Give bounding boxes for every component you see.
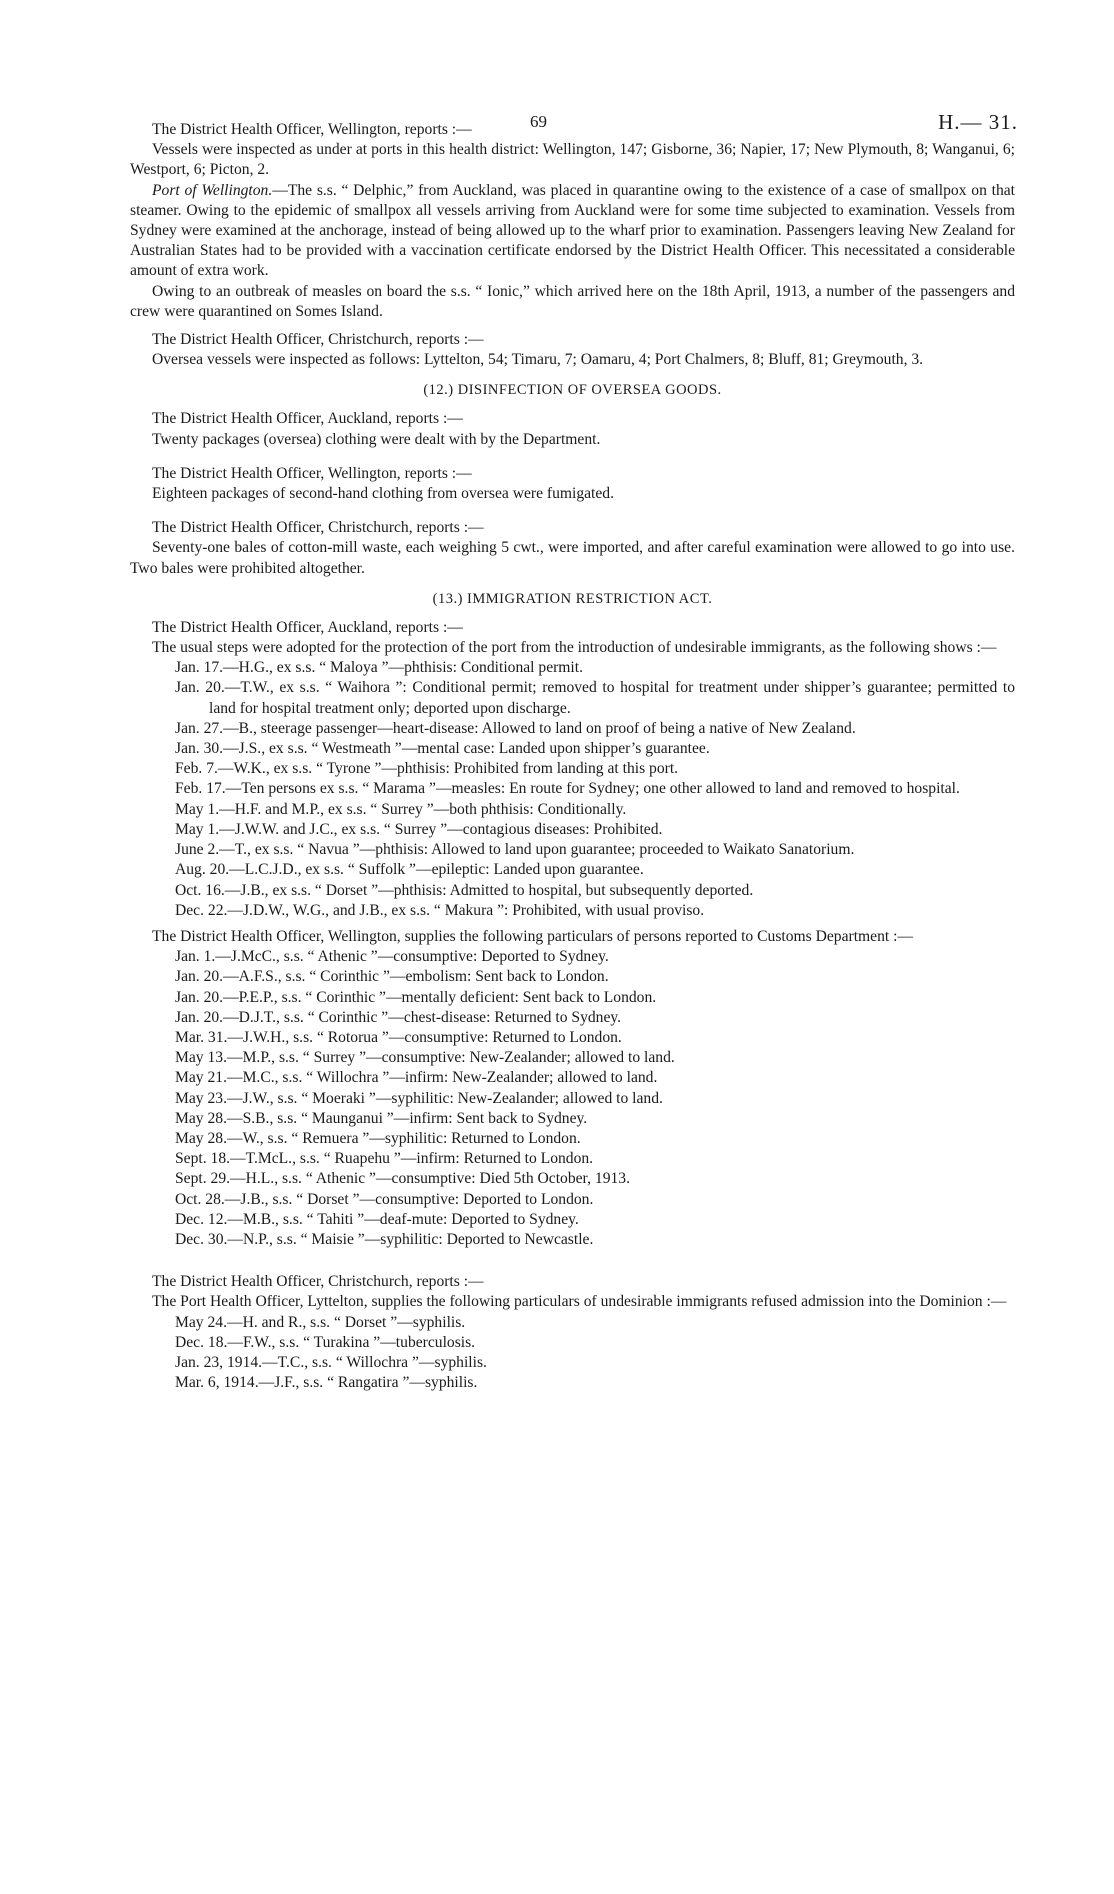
list-item: Dec. 18.—F.W., s.s. “ Turakina ”—tuberculosis.	[175, 1333, 476, 1351]
s13-christchurch-intro: The District Health Officer, Christchurch, reports :—	[152, 1273, 484, 1291]
wellington-report-intro: The District Health Officer, Wellington, reports :—	[152, 121, 472, 138]
s13-auckland-intro: The District Health Officer, Auckland, reports :—	[152, 618, 463, 636]
s12-wellington-text: Eighteen packages of second-hand clothing from oversea were fumigated.	[152, 485, 615, 503]
list-item: May 1.—J.W.W. and J.C., ex s.s. “ Surrey ”—contagious diseases: Prohibited.	[175, 820, 663, 838]
list-item: June 2.—T., ex s.s. “ Navua ”—phthisis: Allowed to land upon guarantee; proceeded to Waikato Sanatorium.	[175, 841, 855, 859]
s12-christchurch-text: Seventy-one bales of cotton-mill waste, each weighing 5 cwt., were imported, and after careful examination were allowed to go into use. Two bales were prohibited altogether.	[130, 539, 1015, 577]
measles-paragraph: Owing to an outbreak of measles on board the s.s. “ Ionic,” which arrived here on the 18th April, 1913, a number of the passengers and crew were quarantined on Somes Island.	[130, 282, 1015, 320]
list-item: Jan. 23, 1914.—T.C., s.s. “ Willochra ”—syphilis.	[175, 1353, 487, 1371]
list-item: Sept. 18.—T.McL., s.s. “ Ruapehu ”—infirm: Returned to London.	[175, 1150, 594, 1168]
list-item: Jan. 27.—B., steerage passenger—heart-disease: Allowed to land on proof of being a native of New Zealand.	[175, 719, 856, 737]
list-item: Jan. 20.—T.W., ex s.s. “ Waihora ”: Conditional permit; removed to hospital for treatment under shipper’s guarantee; permitted to land for hospital treatment only; deported upon discharge.	[175, 679, 1015, 717]
list-item: Dec. 30.—N.P., s.s. “ Maisie ”—syphilitic: Deported to Newcastle.	[175, 1230, 594, 1248]
list-item: Jan. 30.—J.S., ex s.s. “ Westmeath ”—mental case: Landed upon shipper’s guarantee.	[175, 740, 710, 758]
section-13-heading: (13.) IMMIGRATION RESTRICTION ACT.	[432, 590, 713, 607]
s12-auckland-text: Twenty packages (oversea) clothing were dealt with by the Department.	[152, 430, 601, 448]
list-item: Dec. 12.—M.B., s.s. “ Tahiti ”—deaf-mute: Deported to Sydney.	[175, 1210, 579, 1228]
list-item: May 23.—J.W., s.s. “ Moeraki ”—syphilitic: New-Zealander; allowed to land.	[175, 1089, 663, 1107]
list-item: Feb. 17.—Ten persons ex s.s. “ Marama ”—measles: En route for Sydney; one other allowed to land and removed to hospital.	[175, 780, 960, 798]
s12-auckland-intro: The District Health Officer, Auckland, reports :—	[152, 410, 463, 428]
list-item: Jan. 17.—H.G., ex s.s. “ Maloya ”—phthisis: Conditional permit.	[175, 659, 583, 677]
s12-wellington-intro: The District Health Officer, Wellington, reports :—	[152, 464, 472, 482]
list-item: Jan. 20.—A.F.S., s.s. “ Corinthic ”—embolism: Sent back to London.	[175, 968, 609, 986]
s13-christchurch-text: The Port Health Officer, Lyttelton, supplies the following particulars of undesirable immigrants refused admission into the Dominion :—	[152, 1293, 1007, 1311]
christchurch-vessels-paragraph: Oversea vessels were inspected as follows: Lyttelton, 54; Timaru, 7; Oamaru, 4; Port Chalmers, 8; Bluff, 81; Greymouth, 3.	[152, 351, 924, 369]
port-of-wellington-paragraph	[130, 181, 1015, 282]
list-item: May 28.—S.B., s.s. “ Maunganui ”—infirm: Sent back to Sydney.	[175, 1109, 588, 1127]
list-item: Sept. 29.—H.L., s.s. “ Athenic ”—consumptive: Died 5th October, 1913.	[175, 1170, 630, 1188]
s13-wellington-intro: The District Health Officer, Wellington, supplies the following particulars of persons reported to Customs Department :—	[152, 927, 914, 945]
auckland-immigrant-list	[175, 658, 1015, 921]
section-12-heading: (12.) DISINFECTION OF OVERSEA GOODS.	[423, 382, 722, 399]
christchurch-report-intro: The District Health Officer, Christchurch, reports :—	[152, 331, 484, 349]
list-item: Oct. 28.—J.B., s.s. “ Dorset ”—consumptive: Deported to London.	[175, 1190, 594, 1208]
list-item: Dec. 22.—J.D.W., W.G., and J.B., ex s.s. “ Makura ”: Prohibited, with usual proviso.	[175, 901, 705, 919]
wellington-immigrant-list	[175, 947, 1015, 1250]
page-number: 69	[530, 112, 547, 131]
list-item: Oct. 16.—J.B., ex s.s. “ Dorset ”—phthisis: Admitted to hospital, but subsequently deported.	[175, 881, 754, 899]
list-item: May 1.—H.F. and M.P., ex s.s. “ Surrey ”—both phthisis: Conditionally.	[175, 800, 627, 818]
christchurch-immigrant-list	[175, 1313, 1015, 1394]
document-reference: H.— 31.	[938, 110, 1018, 134]
list-item: Feb. 7.—W.K., ex s.s. “ Tyrone ”—phthisis: Prohibited from landing at this port.	[175, 760, 679, 778]
list-item: Mar. 6, 1914.—J.F., s.s. “ Rangatira ”—syphilis.	[175, 1374, 478, 1392]
wellington-vessels-paragraph: Vessels were inspected as under at ports in this health district: Wellington, 147; Gisborne, 36; Napier, 17; New Plymouth, 8; Wanganui, 6; Westport, 6; Picton, 2.	[130, 141, 1015, 179]
s12-christchurch-intro: The District Health Officer, Christchurch, reports :—	[152, 519, 484, 537]
list-item: May 13.—M.P., s.s. “ Surrey ”—consumptive: New-Zealander; allowed to land.	[175, 1049, 675, 1067]
port-of-wellington-text: —The s.s. “ Delphic,” from Auckland, was placed in quarantine owing to the existence of a case of smallpox on that steamer. Owing to the epidemic of smallpox all vessels arriving from Auckland were for some time subjected to examination. Vessels from Sydney were examined at the anchorage, instead of being allowed up to the wharf prior to examination. Passengers leaving New Zealand for Australian States had to be provided with a vaccination certificate endorsed by the District Health Officer. This necessitated a considerable amount of extra work.	[130, 181, 1015, 280]
list-item: Aug. 20.—L.C.J.D., ex s.s. “ Suffolk ”—epileptic: Landed upon guarantee.	[175, 861, 644, 879]
page-body	[130, 120, 1015, 1393]
list-item: Jan. 20.—P.E.P., s.s. “ Corinthic ”—mentally deficient: Sent back to London.	[175, 988, 657, 1006]
list-item: Jan. 20.—D.J.T., s.s. “ Corinthic ”—chest-disease: Returned to Sydney.	[175, 1008, 622, 1026]
list-item: May 24.—H. and R., s.s. “ Dorset ”—syphilis.	[175, 1313, 466, 1331]
s13-auckland-text: The usual steps were adopted for the protection of the port from the introduction of undesirable immigrants, as the following shows :—	[152, 639, 997, 657]
list-item: May 21.—M.C., s.s. “ Willochra ”—infirm: New-Zealander; allowed to land.	[175, 1069, 658, 1087]
list-item: Mar. 31.—J.W.H., s.s. “ Rotorua ”—consumptive: Returned to London.	[175, 1028, 622, 1046]
port-of-wellington-label: Port of Wellington.	[152, 181, 273, 199]
list-item: May 28.—W., s.s. “ Remuera ”—syphilitic: Returned to London.	[175, 1129, 581, 1147]
list-item: Jan. 1.—J.McC., s.s. “ Athenic ”—consumptive: Deported to Sydney.	[175, 948, 609, 966]
